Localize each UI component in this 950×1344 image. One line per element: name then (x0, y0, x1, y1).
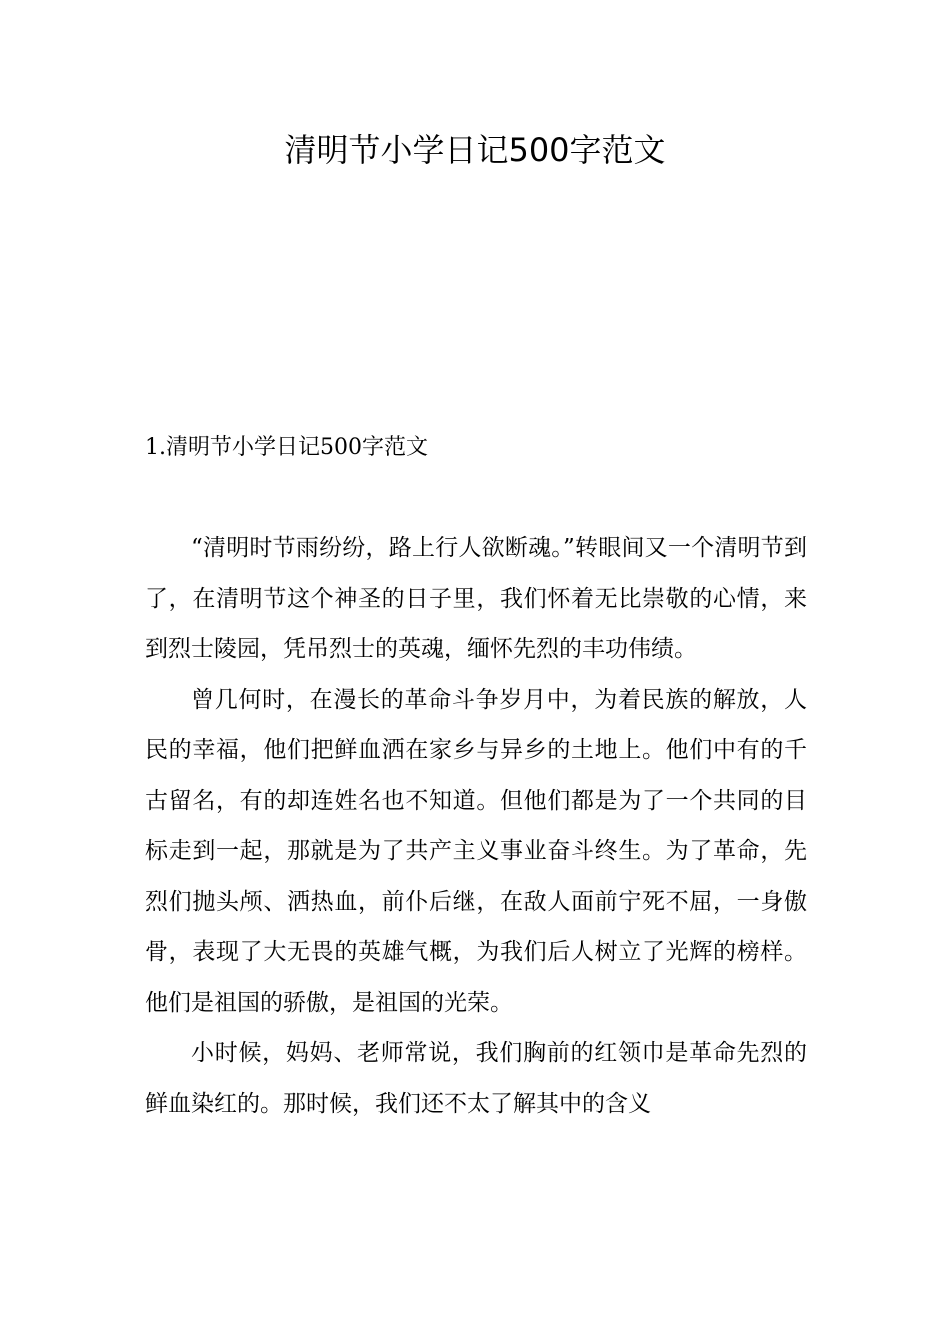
document-title: 清明节小学日记500字范文 (284, 131, 666, 169)
body-text (145, 523, 807, 1129)
section-heading: 1.清明节小学日记500字范文 (145, 435, 428, 460)
paragraph-3: 小时候，妈妈、老师常说，我们胸前的红领巾是革命先烈的鲜血染红的。那时候，我们还不太了解其中的含义 (145, 1040, 807, 1117)
paragraph-1: “清明时节雨纷纷，路上行人欲断魂。”转眼间又一个清明节到了，在清明节这个神圣的日子里，我们怀着无比崇敬的心情，来到烈士陵园，凭吊烈士的英魂，缅怀先烈的丰功伟绩。 (145, 535, 807, 662)
paragraph-2: 曾几何时，在漫长的革命斗争岁月中，为着民族的解放，人民的幸福，他们把鲜血洒在家乡与异乡的土地上。他们中有的千古留名，有的却连姓名也不知道。但他们都是为了一个共同的目标走到一起，那就是为了共产主义事业奋斗终生。为了革命，先烈们抛头颅、洒热血，前仆后继，在敌人面前宁死不屈，一身傲骨，表现了大无畏的英雄气概，为我们后人树立了光辉的榜样。他们是祖国的骄傲，是祖国的光荣。 (145, 686, 807, 1016)
